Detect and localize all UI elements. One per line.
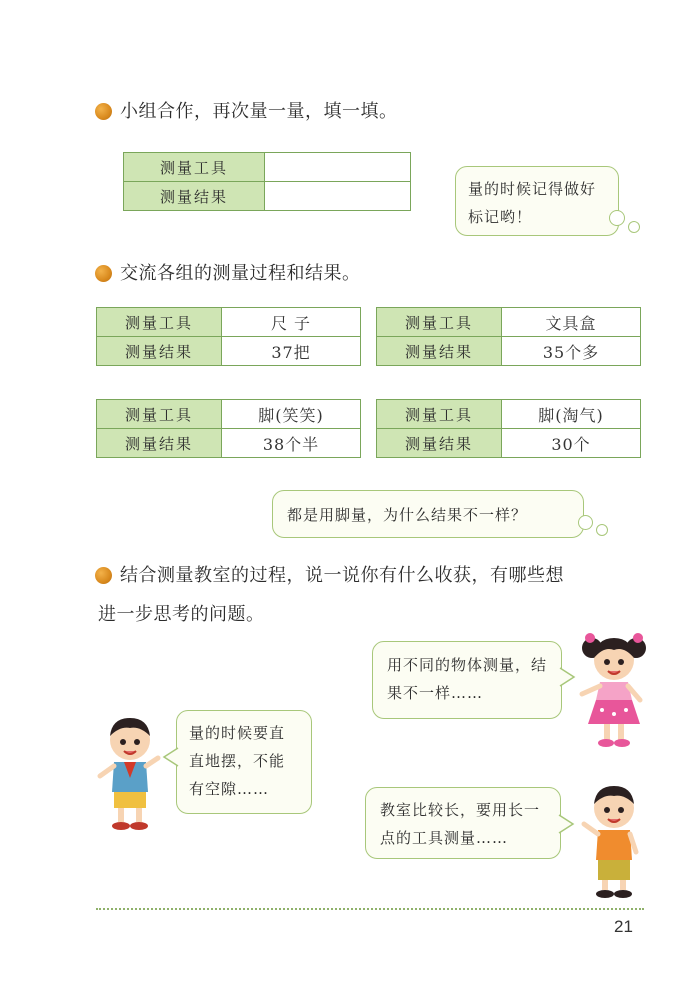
- bubble-dot: [578, 515, 593, 530]
- table-row: [97, 400, 361, 429]
- bubble-dot: [628, 221, 640, 233]
- boy-right-illustration: [578, 780, 648, 902]
- question-text: 都是用脚量，为什么结果不一样？: [287, 506, 528, 524]
- bullet-icon: [95, 265, 112, 282]
- page-number: 21: [614, 917, 633, 936]
- girl-illustration: [578, 628, 650, 750]
- table-label: 测量结果: [377, 429, 502, 458]
- table-value: 30个: [502, 429, 641, 458]
- table-label: 测量工具: [97, 308, 222, 337]
- table-label: 测量工具: [377, 308, 502, 337]
- section3-heading-line1: 结合测量教室的过程，说一说你有什么收获，有哪些想: [120, 565, 564, 586]
- bullet-icon: [95, 567, 112, 584]
- girl-speech-tail: [560, 668, 576, 686]
- table-row: [97, 308, 361, 337]
- result-table-foot-taoqi: [376, 399, 641, 458]
- boy-left-speech-tail: [162, 748, 178, 766]
- table-label: 测量结果: [124, 182, 265, 211]
- table-label: 测量结果: [377, 337, 502, 366]
- table-value: 脚(笑笑): [222, 400, 361, 429]
- girl-speech-text: 用不同的物体测量，结果不一样……: [387, 656, 548, 702]
- section1-heading: 小组合作，再次量一量，填一填。: [120, 101, 398, 122]
- section2-heading: 交流各组的测量过程和结果。: [120, 263, 361, 284]
- question-bubble: [272, 490, 584, 538]
- result-input-cell[interactable]: [265, 182, 411, 211]
- tool-input-cell[interactable]: [265, 153, 411, 182]
- measure-table-blank: [123, 152, 411, 211]
- boy-right-speech-tail: [559, 815, 575, 833]
- table-row: [377, 429, 641, 458]
- table-value: 脚(淘气): [502, 400, 641, 429]
- boy-left-illustration: [96, 712, 164, 834]
- table-label: 测量工具: [377, 400, 502, 429]
- bullet-icon: [95, 103, 112, 120]
- table-value: 文具盒: [502, 308, 641, 337]
- bubble-dot: [596, 524, 608, 536]
- table-row: [97, 429, 361, 458]
- footer-divider: [96, 908, 644, 910]
- section3-heading-line2: 进一步思考的问题。: [98, 604, 265, 625]
- bubble-dot: [609, 210, 625, 226]
- table-label: 测量工具: [124, 153, 265, 182]
- table-value: 37把: [222, 337, 361, 366]
- table-value: 尺 子: [222, 308, 361, 337]
- table-value: 38个半: [222, 429, 361, 458]
- boy-right-speech-text: 教室比较长，要用长一点的工具测量……: [380, 801, 541, 847]
- table-value: 35个多: [502, 337, 641, 366]
- table-label: 测量工具: [97, 400, 222, 429]
- table-row: [97, 337, 361, 366]
- table-row: [377, 337, 641, 366]
- result-table-pencilbox: [376, 307, 641, 366]
- tip-bubble: [455, 166, 619, 236]
- boy-left-speech-text: 量的时候要直直地摆，不能有空隙……: [189, 724, 286, 798]
- table-label: 测量结果: [97, 337, 222, 366]
- table-row: [124, 182, 411, 211]
- table-label: 测量结果: [97, 429, 222, 458]
- tip-text: 量的时候记得做好标记哟！: [468, 180, 597, 226]
- girl-speech-bubble: [372, 641, 562, 719]
- table-row: [124, 153, 411, 182]
- boy-left-speech-bubble: [176, 710, 312, 814]
- boy-right-speech-bubble: [365, 787, 561, 859]
- table-row: [377, 308, 641, 337]
- result-table-foot-xiaoxiao: [96, 399, 361, 458]
- result-table-ruler: [96, 307, 361, 366]
- table-row: [377, 400, 641, 429]
